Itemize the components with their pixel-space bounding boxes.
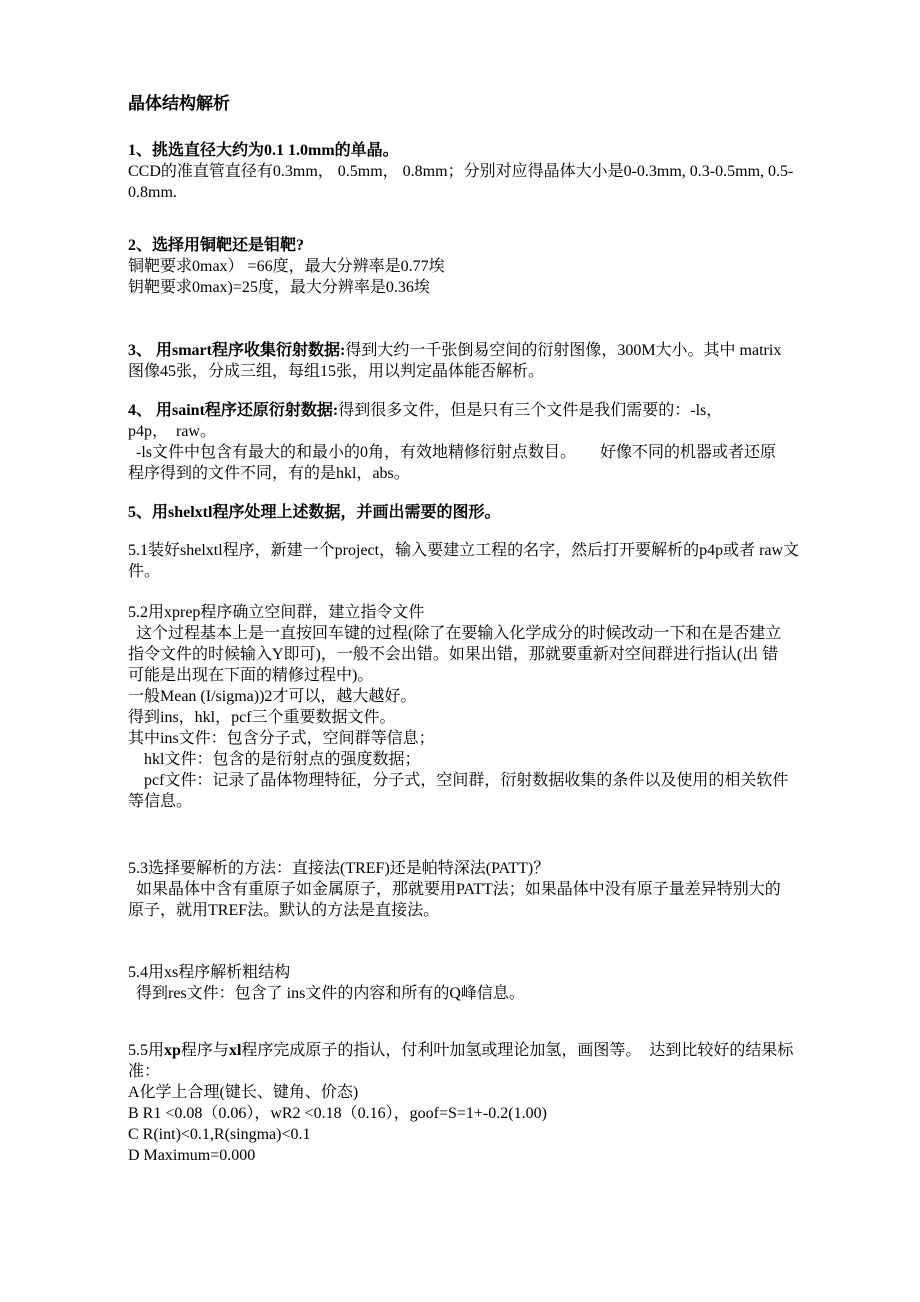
section-4-line-4: 程序得到的文件不同，有的是hkl，abs。	[128, 465, 410, 482]
section-4-heading: 4、 用saint程序还原衍射数据:	[128, 402, 339, 419]
section-5-3-line-1: 5.3选择要解析的方法：直接法(TREF)还是帕特深法(PATT)？	[128, 860, 550, 877]
section-5-5-text-2: 程序与	[180, 1042, 229, 1059]
section-5-2-line-10: 等信息。	[128, 793, 193, 810]
section-5-2-line-1: 5.2用xprep程序确立空间群，建立指令文件	[128, 604, 425, 621]
section-3-lead-line	[128, 340, 828, 361]
section-5-5-criterion-a: A化学上合理(键长、键角、价态)	[128, 1084, 359, 1101]
section-2-line-1: 铜靶要求0max） =66度，最大分辨率是0.77埃	[128, 258, 445, 275]
section-5-5-criterion-d: D Maximum=0.000	[128, 1147, 256, 1164]
section-5-4-line-2: 得到res文件：包含了 ins文件的内容和所有的Q峰信息。	[128, 985, 525, 1002]
section-3-heading: 3、 用smart程序收集衍射数据:	[128, 342, 346, 359]
section-4-lead-line	[128, 400, 828, 421]
document-content	[0, 93, 828, 1166]
section-5-5-criterion-b: B R1 <0.08（0.06），wR2 <0.18（0.16），goof=S=1+-0.2(1.00)	[128, 1105, 547, 1122]
section-2-heading: 2、选择用铜靶还是钼靶?	[128, 237, 305, 254]
section-5-2-line-4: 可能是出现在下面的精修过程中)。	[128, 667, 374, 684]
section-5-5-text-1: 5.5用	[128, 1042, 165, 1059]
section-5-5-xl-program: xl	[228, 1042, 242, 1059]
section-5-2-line-2: 这个过程基本上是一直按回车键的过程(除了在要输入化学成分的时候改动一下和在是否建立	[128, 625, 782, 642]
section-1-line-2: 0.8mm.	[128, 184, 177, 201]
doc-title: 晶体结构解析	[128, 94, 230, 113]
section-5-3-line-2: 如果晶体中含有重原子如金属原子，那就要用PATT法；如果晶体中没有原子量差异特别大的	[128, 881, 781, 898]
section-5-5-criterion-c: C R(int)<0.1,R(singma)<0.1	[128, 1126, 311, 1143]
section-1-heading: 1、挑选直径大约为0.1 1.0mm的单晶。	[128, 142, 399, 159]
section-5-2-line-3: 指令文件的时候输入Y即可)，一般不会出错。如果出错，那就要重新对空间群进行指认(出 错	[128, 646, 779, 663]
section-5-2-line-7: 其中ins文件：包含分子式，空间群等信息；	[128, 730, 435, 747]
section-2-line-2: 钥靶要求0max)=25度，最大分辨率是0.36埃	[128, 279, 430, 296]
section-4-line-3: -ls文件中包含有最大的和最小的0角，有效地精修衍射点数目。 好像不同的机器或者还原	[128, 444, 777, 461]
section-3-line-2: 图像45张，分成三组，每组15张，用以判定晶体能否解析。	[128, 363, 545, 380]
section-5-heading: 5、用shelxtl程序处理上述数据，并画出需要的图形。	[128, 504, 501, 521]
section-5-5-lead-line	[128, 1040, 828, 1061]
section-5-1-line-1: 5.1装好shelxtl程序，新建一个project，输入要建立工程的名字，然后打开要解析的p4p或者 raw文	[128, 542, 800, 559]
section-5-2-line-6: 得到ins，hkl，pcf三个重要数据文件。	[128, 709, 396, 726]
section-4-text: 得到很多文件，但是只有三个文件是我们需要的：-ls，	[338, 402, 723, 419]
section-3-text: 得到大约一千张倒易空间的衍射图像，300M大小。其中 matrix	[345, 342, 782, 359]
section-5-4-line-1: 5.4用xs程序解析粗结构	[128, 964, 291, 981]
section-5-5-text-3: 程序完成原子的指认，付利叶加氢或理论加氢，画图等。 达到比较好的结果标	[241, 1042, 794, 1059]
section-5-2-line-8: hkl文件：包含的是衍射点的强度数据；	[128, 751, 421, 768]
section-5-1-line-2: 件。	[128, 563, 161, 580]
section-1-line-1: CCD的准直管直径有0.3mm， 0.5mm， 0.8mm；分别对应得晶体大小是0-0.3mm, 0.3-0.5mm, 0.5-	[128, 163, 794, 180]
section-5-5-line-2: 准：	[128, 1063, 161, 1080]
section-5-3-line-3: 原子，就用TREF法。默认的方法是直接法。	[128, 902, 440, 919]
section-5-2-line-5: 一般Mean (I/sigma))2才可以，越大越好。	[128, 688, 417, 705]
section-5-2-line-9: pcf文件：记录了晶体物理特征，分子式，空间群，衍射数据收集的条件以及使用的相关软件	[128, 772, 789, 789]
section-4-line-2: p4p， raw。	[128, 423, 216, 440]
section-5-5-xp-program: xp	[164, 1042, 181, 1059]
